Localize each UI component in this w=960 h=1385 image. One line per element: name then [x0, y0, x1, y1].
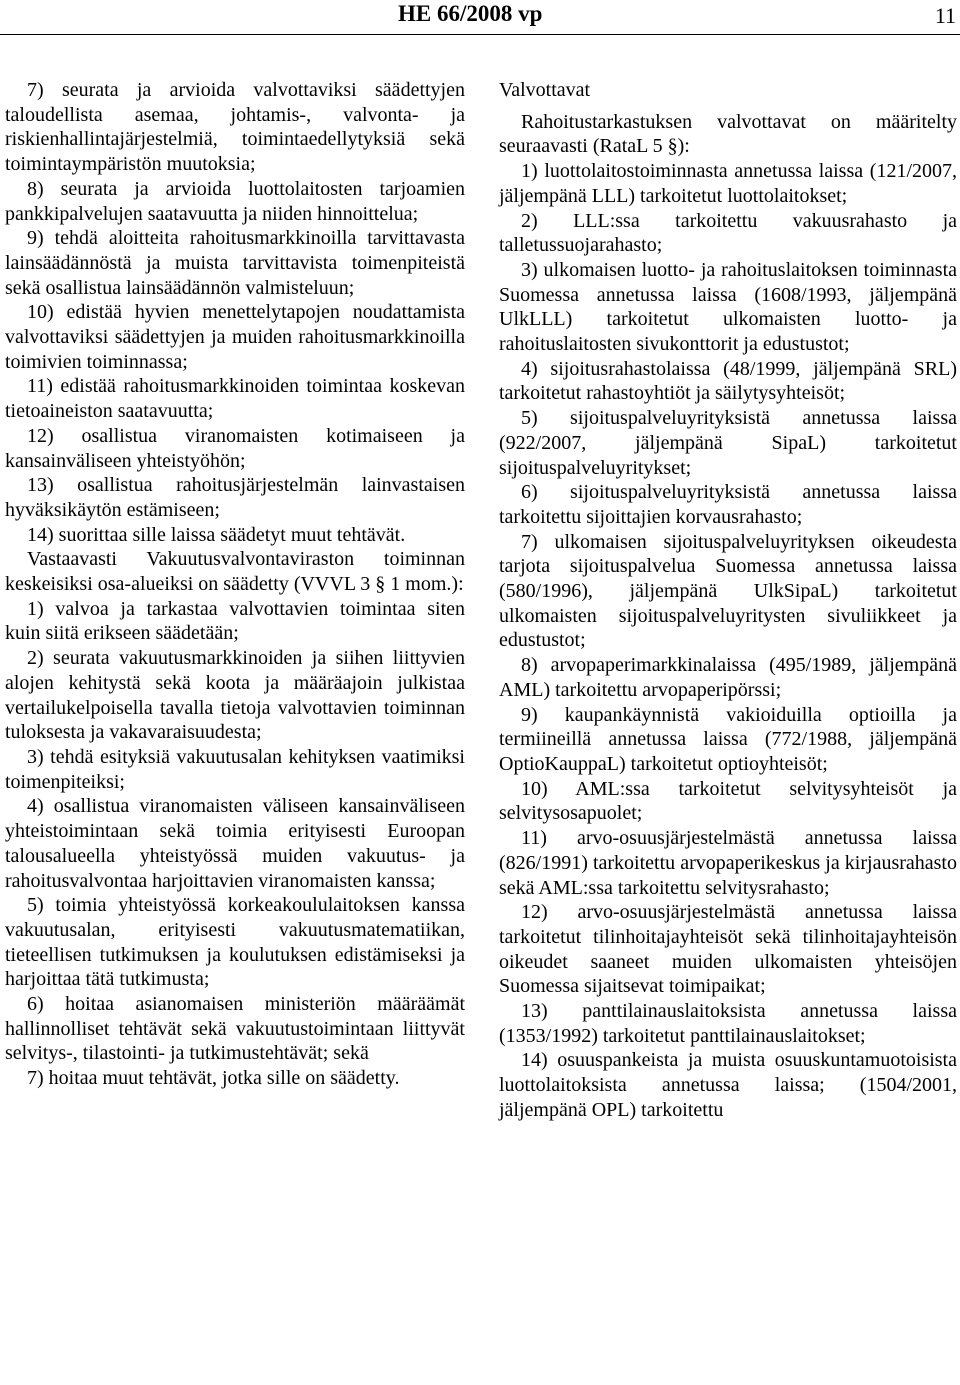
list-item: 12) arvo-osuusjärjestelmästä annetussa laissa tarkoitetut tilinhoitajayhteisöt sekä tilinhoitajayhteisön oikeudet saaneet muiden ulkomaisten yhteisöjen Suomessa sijaitsevat toimipaikat;	[499, 901, 957, 998]
paragraph: 7) seurata ja arvioida valvottaviksi säädettyjen taloudellista asemaa, johtamis-, valvonta- ja riskienhallintajärjestelmiä, toimintaedellytyksiä sekä toimintaympäristön muutoksia;	[5, 79, 465, 176]
paragraph: 7) hoitaa muut tehtävät, jotka sille on säädetty.	[27, 1067, 400, 1090]
paragraph: 10) edistää hyvien menettelytapojen noudattamista valvottaviksi säädettyjen ja muiden rahoitusmarkkinoilla toimivien toiminnassa;	[5, 301, 465, 373]
paragraph: 5) toimia yhteistyössä korkeakoululaitoksen kanssa vakuutusalan, erityisesti vakuutusmatematiikan, tieteellisen tutkimuksen ja koulutuksen edistämiseksi ja harjoittaa tätä tutkimusta;	[5, 894, 465, 991]
paragraph: 8) seurata ja arvioida luottolaitosten tarjoamien pankkipalvelujen saatavuutta ja niiden hinnoittelua;	[5, 177, 465, 225]
paragraph: 14) suorittaa sille laissa säädetyt muut tehtävät.	[27, 523, 406, 546]
paragraph: 4) osallistua viranomaisten väliseen kansainväliseen yhteistoimintaan sekä toimia erityisesti Euroopan talousalueella yhteistyössä muiden vakuutus- ja rahoitusvalvontaa harjoittavien viranomaisten kanssa;	[5, 795, 465, 892]
paragraph: 12) osallistua viranomaisten kotimaiseen ja kansainväliseen yhteistyöhön;	[5, 424, 465, 472]
paragraph: 9) tehdä aloitteita rahoitusmarkkinoilla tarvittavasta lainsäädännöstä ja muista tarvittavista toimenpiteistä sekä osallistua lainsäädännön valmisteluun;	[5, 227, 465, 299]
paragraph: Vastaavasti Vakuutusvalvontaviraston toiminnan keskeisiksi osa-alueiksi on säädetty (VVVL 3 § 1 mom.):	[5, 548, 465, 596]
right-column	[499, 78, 957, 1123]
list-item: 4) sijoitusrahastolaissa (48/1999, jäljempänä SRL) tarkoitetut rahastoyhtiöt ja säilytysyhteisöt;	[499, 357, 957, 405]
paragraph: 11) edistää rahoitusmarkkinoiden toimintaa koskevan tietoaineiston saatavuutta;	[5, 375, 465, 423]
list-item: 11) arvo-osuusjärjestelmästä annetussa laissa (826/1991) tarkoitettu arvopaperikeskus ja kirjausrahasto sekä AML:ssa tarkoitettu selvitysrahasto;	[499, 827, 957, 899]
list-item: 7) ulkomaisen sijoituspalveluyrityksen oikeudesta tarjota sijoituspalvelua Suomessa annetussa laissa (580/1996), jäljempänä UlkSipaL) tarkoitetut ulkomaisten sijoituspalveluyritysten sivuliikkeet ja edustustot;	[499, 530, 957, 652]
paragraph: 6) hoitaa asianomaisen ministeriön määräämät hallinnolliset tehtävät sekä vakuutustoimintaan liittyvät selvitys-, tilastointi- ja tutkimustehtävät; sekä	[5, 993, 465, 1065]
list-item: 8) arvopaperimarkkinalaissa (495/1989, jäljempänä AML) tarkoitettu arvopaperipörssi;	[499, 654, 957, 701]
paragraph: 1) valvoa ja tarkastaa valvottavien toimintaa siten kuin siitä erikseen säädetään;	[5, 597, 465, 645]
document-id: HE 66/2008 vp	[398, 1, 543, 26]
left-column	[5, 78, 465, 1091]
page-number: 11	[934, 3, 956, 28]
list-item: 5) sijoituspalveluyrityksistä annetussa laissa (922/2007, jäljempänä SipaL) tarkoitetut sijoituspalveluyritykset;	[499, 407, 957, 479]
list-item: 13) panttilainauslaitoksista annetussa laissa (1353/1992) tarkoitetut panttilainauslaitokset;	[499, 1000, 957, 1047]
intro-paragraph: Rahoitustarkastuksen valvottavat on määritelty seuraavasti (RataL 5 §):	[499, 110, 957, 158]
section-heading: Valvottavat	[499, 79, 591, 101]
list-item: 9) kaupankäynnistä vakioiduilla optioilla ja termiineillä annetussa laissa (772/1988, jäljempänä OptioKauppaL) tarkoitetut optioyhteisöt;	[499, 703, 957, 775]
list-item: 6) sijoituspalveluyrityksistä annetussa laissa tarkoitettu sijoittajien korvausrahasto;	[499, 481, 957, 528]
paragraph: 3) tehdä esityksiä vakuutusalan kehityksen vaatimiksi toimenpiteiksi;	[5, 745, 465, 793]
paragraph: 13) osallistua rahoitusjärjestelmän lainvastaisen hyväksikäytön estämiseen;	[5, 474, 465, 521]
paragraph: 2) seurata vakuutusmarkkinoiden ja siihen liittyvien alojen kehitystä sekä koota ja määräajoin julkistaa vertailukelpoisella tavalla tietoja valvottavien toiminnan tuloksesta ja vakavaraisuudesta;	[5, 647, 465, 744]
list-item: 10) AML:ssa tarkoitetut selvitysyhteisöt ja selvitysosapuolet;	[499, 777, 957, 825]
list-item: 14) osuuspankeista ja muista osuuskuntamuotoisista luottolaitoksista annetussa laissa; (1504/2001, jäljempänä OPL) tarkoitettu	[499, 1049, 957, 1121]
list-item: 1) luottolaitostoiminnasta annetussa laissa (121/2007, jäljempänä LLL) tarkoitetut luottolaitokset;	[499, 160, 957, 207]
page-header	[0, 0, 960, 35]
list-item: 3) ulkomaisen luotto- ja rahoituslaitoksen toiminnasta Suomessa annetussa laissa (1608/1993, jäljempänä UlkLLL) tarkoitetut ulkomaisten luotto- ja rahoituslaitosten sivukonttorit ja edustustot;	[499, 258, 957, 356]
list-item: 2) LLL:ssa tarkoitettu vakuusrahasto ja talletussuojarahasto;	[499, 209, 957, 257]
